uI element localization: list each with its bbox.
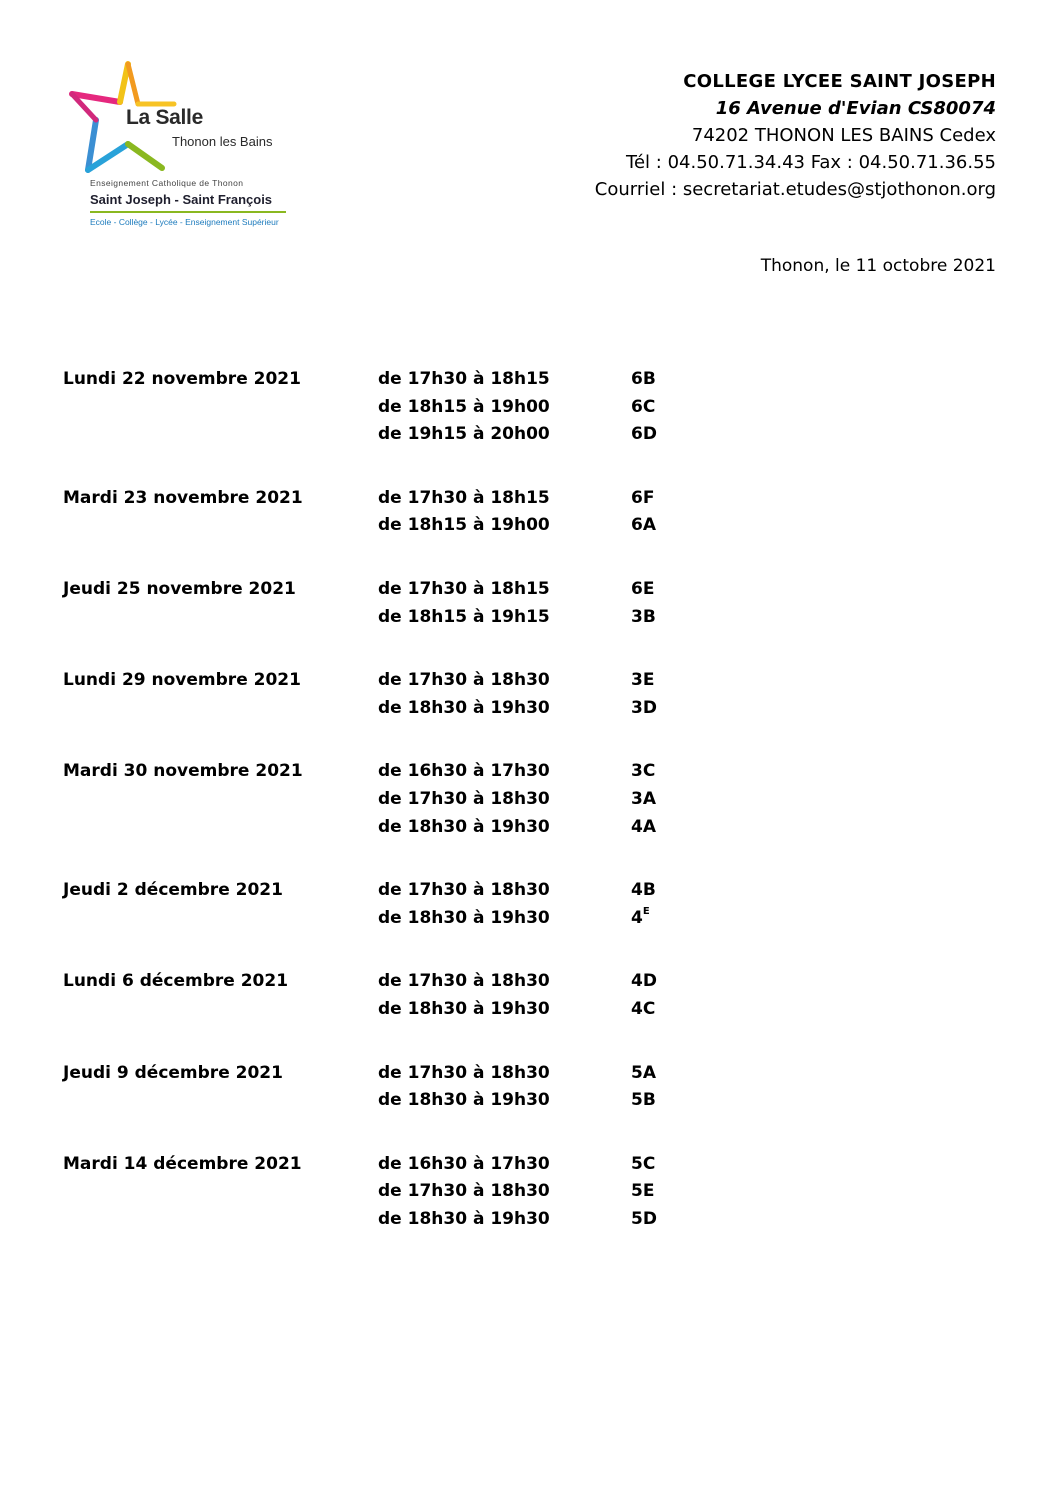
- schedule-class: 4D: [631, 971, 657, 992]
- school-email: Courriel : secretariat.etudes@stjothonon.org: [594, 179, 996, 200]
- schedule-class: 4B: [631, 880, 656, 901]
- schedule-class-sup: E: [642, 905, 650, 917]
- schedule-day: Mardi 23 novembre 2021: [63, 487, 303, 508]
- schedule-class: 3E: [631, 670, 655, 691]
- schedule-time: de 18h15 à 19h00: [378, 396, 550, 417]
- schedule-time: de 18h15 à 19h15: [378, 606, 550, 627]
- schedule-day: Jeudi 9 décembre 2021: [63, 1062, 283, 1083]
- schedule-time: de 17h30 à 18h30: [378, 788, 550, 809]
- schedule-class: 6E: [631, 578, 655, 599]
- letter-date: Thonon, le 11 octobre 2021: [760, 256, 996, 276]
- schedule-day: Jeudi 2 décembre 2021: [63, 880, 283, 901]
- schedule-class: 6C: [631, 396, 656, 417]
- logo-line-2: Saint Joseph - Saint François: [90, 192, 273, 207]
- logo-brand: La Salle: [126, 106, 203, 129]
- schedule-class: 3A: [631, 788, 656, 809]
- schedule-time: de 16h30 à 17h30: [378, 761, 550, 782]
- schedule-class: 6A: [631, 515, 656, 536]
- schedule-time: de 19h15 à 20h00: [378, 424, 550, 445]
- schedule-day: Mardi 30 novembre 2021: [63, 761, 303, 782]
- schedule-time: de 18h30 à 19h30: [378, 697, 550, 718]
- school-logo: [62, 58, 302, 238]
- schedule-class: 4A: [631, 816, 656, 837]
- schedule-class: 5B: [631, 1090, 656, 1111]
- schedule-day: Lundi 29 novembre 2021: [63, 670, 301, 691]
- schedule-class: 5E: [631, 1181, 655, 1202]
- logo-line-3: Ecole - Collège - Lycée - Enseignement Supérieur: [90, 217, 279, 227]
- schedule-class: 6F: [631, 487, 655, 508]
- logo-divider: [90, 211, 286, 213]
- schedule-class: 4C: [631, 998, 656, 1019]
- schedule-class: 3C: [631, 761, 656, 782]
- schedule-class: 5C: [631, 1153, 656, 1174]
- school-street: 16 Avenue d'Evian CS80074: [715, 98, 996, 119]
- schedule-class: 6D: [631, 424, 657, 445]
- schedule-day: Jeudi 25 novembre 2021: [63, 578, 296, 599]
- schedule-time: de 18h30 à 19h30: [378, 1090, 550, 1111]
- schedule-class: $4^E$: [631, 905, 650, 928]
- schedule-time: de 18h30 à 19h30: [378, 907, 550, 928]
- school-address: [595, 68, 996, 203]
- schedule-class: 5A: [631, 1062, 656, 1083]
- schedule-time: de 18h30 à 19h30: [378, 816, 550, 837]
- schedule-time: de 17h30 à 18h30: [378, 670, 550, 691]
- schedule-time: de 18h15 à 19h00: [378, 515, 550, 536]
- schedule-time: de 17h30 à 18h15: [378, 369, 550, 389]
- school-city: 74202 THONON LES BAINS Cedex: [691, 125, 996, 146]
- schedule-time: de 17h30 à 18h30: [378, 971, 550, 992]
- schedule-day: Lundi 6 décembre 2021: [63, 971, 289, 992]
- schedule-time: de 17h30 à 18h30: [378, 1062, 550, 1083]
- schedule-day: Lundi 22 novembre 2021: [63, 369, 301, 389]
- schedule-time: de 17h30 à 18h15: [378, 578, 550, 599]
- schedule-class: 5D: [631, 1208, 657, 1229]
- logo-brand-sub: Thonon les Bains: [172, 134, 273, 149]
- schedule-time: de 17h30 à 18h30: [378, 880, 550, 901]
- schedule-time: de 17h30 à 18h15: [378, 487, 550, 508]
- school-phone-fax: Tél : 04.50.71.34.43 Fax : 04.50.71.36.55: [626, 152, 996, 173]
- logo-line-1: Enseignement Catholique de Thonon: [90, 178, 244, 188]
- school-name: COLLEGE LYCEE SAINT JOSEPH: [683, 71, 996, 92]
- schedule-time: de 18h30 à 19h30: [378, 998, 550, 1019]
- schedule-time: de 16h30 à 17h30: [378, 1153, 550, 1174]
- schedule-class: 3D: [631, 697, 657, 718]
- schedule-class: 3B: [631, 606, 656, 627]
- schedule-class: 6B: [631, 369, 656, 389]
- schedule-time: de 18h30 à 19h30: [378, 1208, 550, 1229]
- schedule-day: Mardi 14 décembre 2021: [63, 1153, 302, 1174]
- schedule-time: de 17h30 à 18h30: [378, 1181, 550, 1202]
